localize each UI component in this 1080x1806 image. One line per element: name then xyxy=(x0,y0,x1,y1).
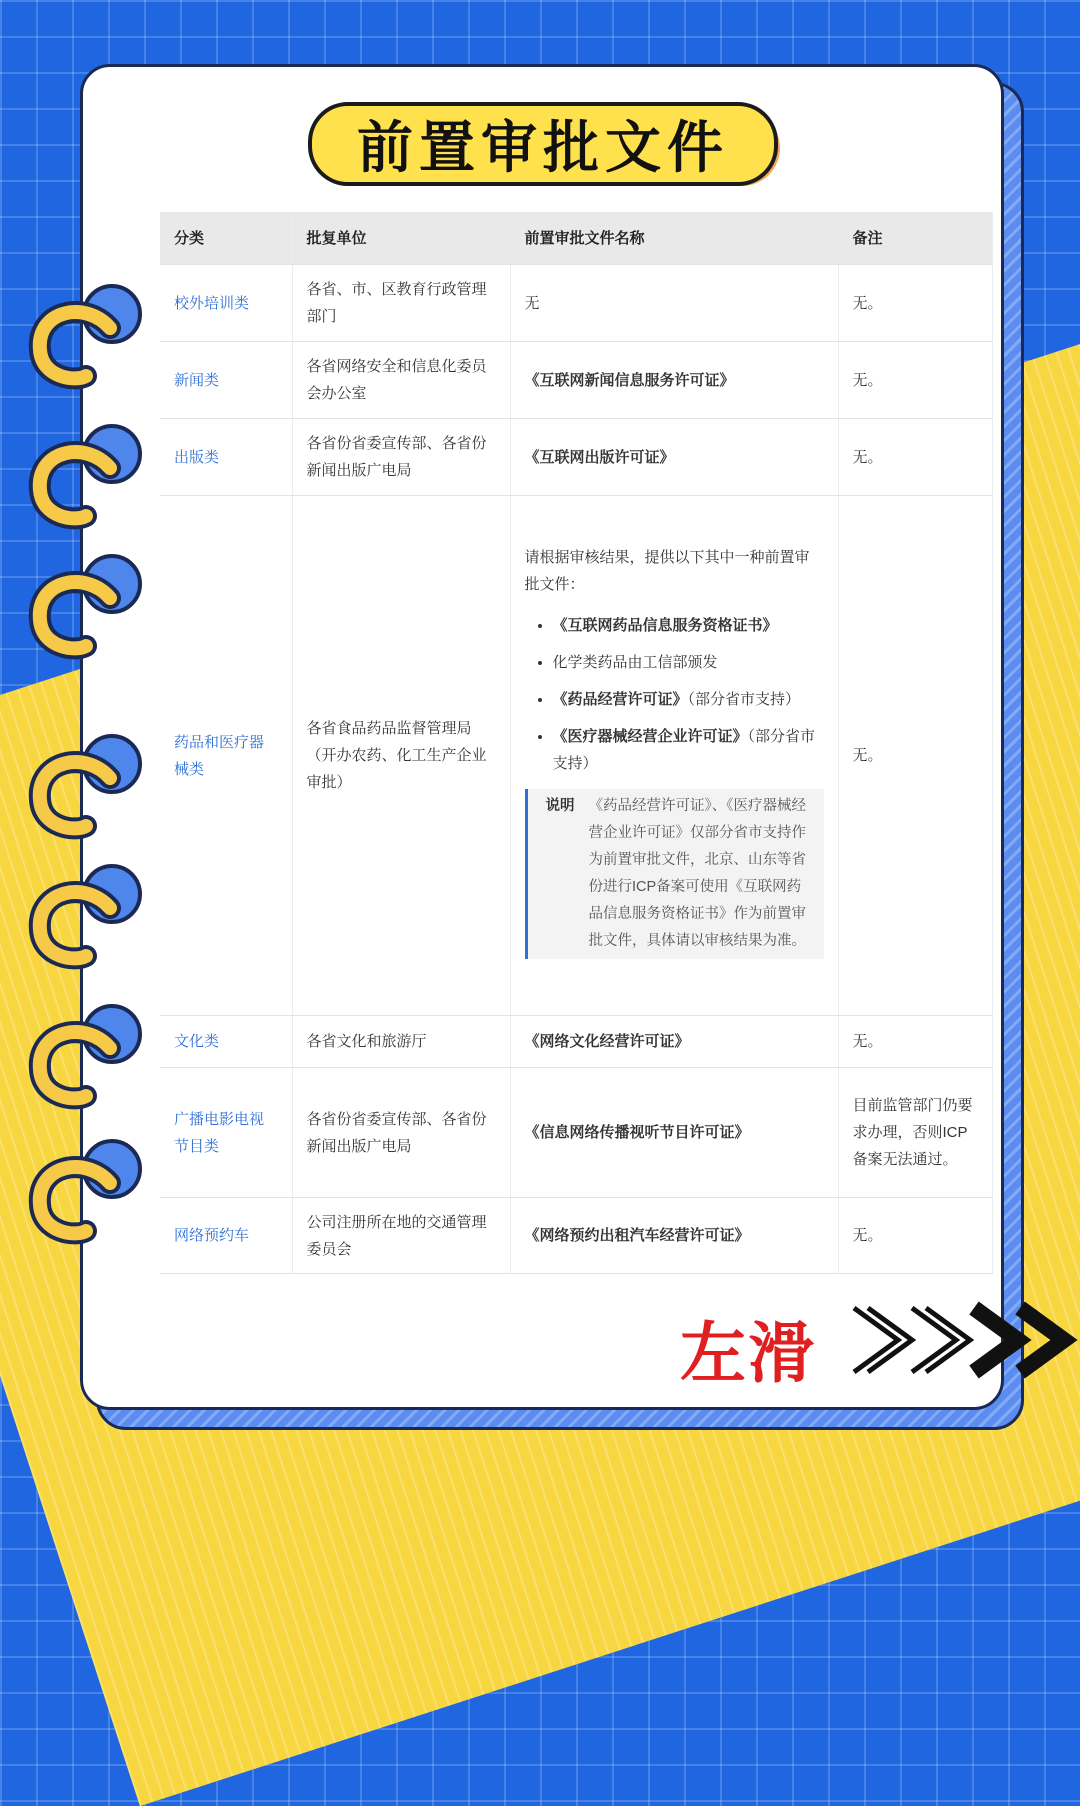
header-category: 分类 xyxy=(160,212,292,265)
row-remark: 无。 xyxy=(838,419,992,496)
row-authority: 各省份省委宣传部、各省份新闻出版广电局 xyxy=(292,1068,510,1198)
row-category: 药品和医疗器械类 xyxy=(160,496,292,1016)
header-document: 前置审批文件名称 xyxy=(510,212,838,265)
row-remark: 目前监管部门仍要求办理，否则ICP备案无法通过。 xyxy=(838,1068,992,1198)
row-category: 广播电影电视节目类 xyxy=(160,1068,292,1198)
row-document: 《网络文化经营许可证》 xyxy=(510,1016,838,1068)
row-remark: 无。 xyxy=(838,1016,992,1068)
table-row xyxy=(160,1198,992,1274)
row-remark: 无。 xyxy=(838,496,992,1016)
row-category: 新闻类 xyxy=(160,342,292,419)
binder-ring-icon xyxy=(26,420,146,530)
swipe-left-label: 左滑 xyxy=(680,1315,816,1392)
swipe-arrows-icon xyxy=(850,1300,1080,1380)
row-document: 无 xyxy=(510,265,838,342)
approval-table xyxy=(160,212,993,1274)
row-remark: 无。 xyxy=(838,265,992,342)
row-authority: 各省网络安全和信息化委员会办公室 xyxy=(292,342,510,419)
row-document: 《互联网出版许可证》 xyxy=(510,419,838,496)
row-authority: 公司注册所在地的交通管理委员会 xyxy=(292,1198,510,1274)
binder-ring-icon xyxy=(26,280,146,390)
row-authority: 各省、市、区教育行政管理部门 xyxy=(292,265,510,342)
drug-note xyxy=(525,789,824,959)
row-authority: 各省食品药品监督管理局（开办农药、化工生产企业审批） xyxy=(292,496,510,1016)
binder-ring-icon xyxy=(26,550,146,660)
row-category: 网络预约车 xyxy=(160,1198,292,1274)
table-row xyxy=(160,1016,992,1068)
row-document: 《网络预约出租汽车经营许可证》 xyxy=(510,1198,838,1274)
binder-ring-icon xyxy=(26,730,146,840)
row-authority: 各省份省委宣传部、各省份新闻出版广电局 xyxy=(292,419,510,496)
row-document: 《互联网新闻信息服务许可证》 xyxy=(510,342,838,419)
row-document: 《信息网络传播视听节目许可证》 xyxy=(510,1068,838,1198)
list-item: • 《药品经营许可证》（部分省市支持） xyxy=(553,686,824,713)
list-item: • 《互联网药品信息服务资格证书》 xyxy=(553,612,824,639)
note-text: 《药品经营许可证》、《医疗器械经营企业许可证》仅部分省市支持作为前置审批文件，北京、山东等省份进行ICP备案可使用《互联网药品信息服务资格证书》作为前置审批文件，具体请以审核结果为准。 xyxy=(588,798,806,949)
row-authority: 各省文化和旅游厅 xyxy=(292,1016,510,1068)
page-title: 前置审批文件 xyxy=(308,102,778,186)
row-category: 校外培训类 xyxy=(160,265,292,342)
row-document-drug xyxy=(510,496,838,1016)
list-item: • 《医疗器械经营企业许可证》（部分省市支持） xyxy=(553,723,824,777)
header-authority: 批复单位 xyxy=(292,212,510,265)
table-row xyxy=(160,342,992,419)
row-remark: 无。 xyxy=(838,1198,992,1274)
drug-intro: 请根据审核结果，提供以下其中一种前置审批文件： xyxy=(524,549,810,593)
row-category: 出版类 xyxy=(160,419,292,496)
row-category: 文化类 xyxy=(160,1016,292,1068)
table-row xyxy=(160,496,992,1016)
list-item: • 化学类药品由工信部颁发 xyxy=(553,649,824,676)
binder-ring-icon xyxy=(26,1000,146,1110)
table-row xyxy=(160,1068,992,1198)
table-header-row xyxy=(160,212,992,265)
binder-ring-icon xyxy=(26,1135,146,1245)
note-label: 说明 xyxy=(545,798,575,814)
table-row xyxy=(160,419,992,496)
table-row xyxy=(160,265,992,342)
row-remark: 无。 xyxy=(838,342,992,419)
binder-ring-icon xyxy=(26,860,146,970)
binder-rings xyxy=(26,0,156,1440)
header-remark: 备注 xyxy=(838,212,992,265)
drug-options-list xyxy=(525,612,824,777)
